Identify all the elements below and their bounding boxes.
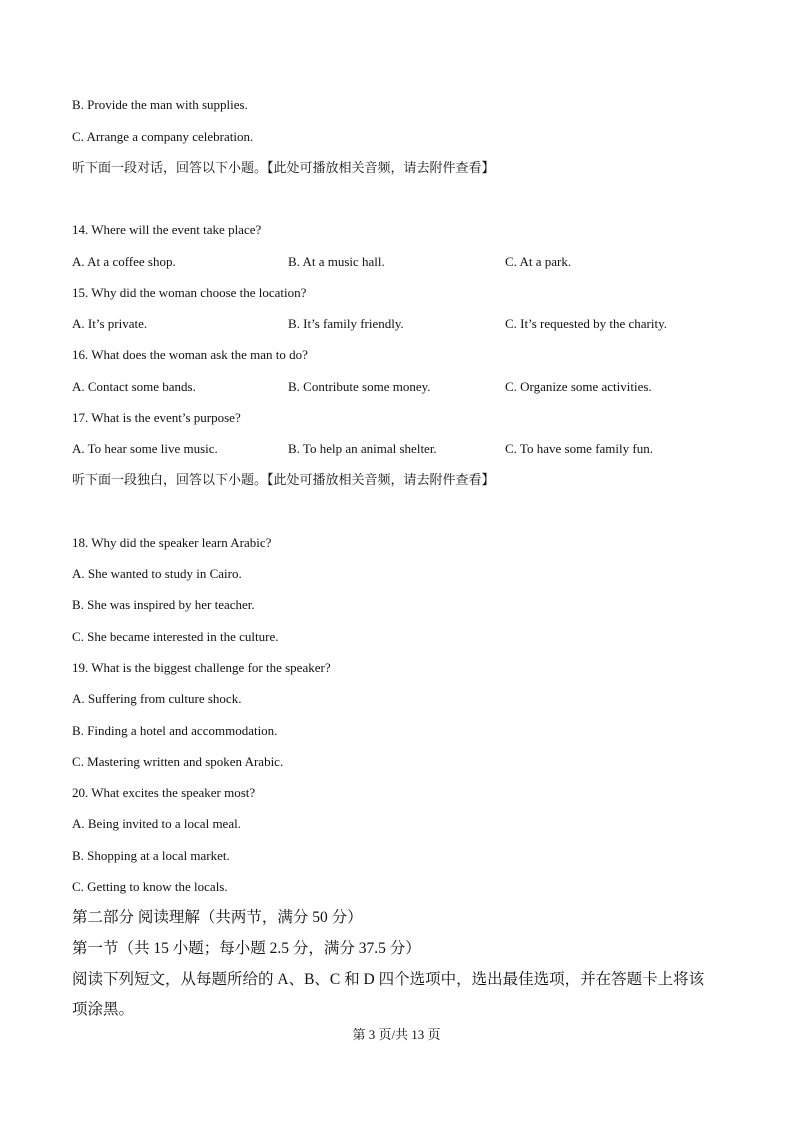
q17-option-b: B. To help an animal shelter. [288,441,437,456]
dialog-instruction: 听下面一段对话，回答以下小题。【此处可播放相关音频，请去附件查看】 [72,160,495,175]
q15-option-a: A. It’s private. [72,316,148,331]
q16-stem: 16. What does the woman ask the man to do? [72,347,308,362]
reading-instruction-line2: 项涂黑。 [72,1001,135,1018]
q20-option-c: C. Getting to know the locals. [72,879,228,894]
q19-option-b: B. Finding a hotel and accommodation. [72,723,278,738]
q14-option-b: B. At a music hall. [288,254,385,269]
part2-title: 第二部分 阅读理解（共两节，满分 50 分） [72,909,363,926]
q18-option-a: A. She wanted to study in Cairo. [72,566,242,581]
q16-option-a: A. Contact some bands. [72,379,196,394]
q15-option-c: C. It’s requested by the charity. [505,316,667,331]
q17-option-c: C. To have some family fun. [505,441,653,456]
q17-stem: 17. What is the event’s purpose? [72,410,241,425]
q19-option-a: A. Suffering from culture shock. [72,691,242,706]
q19-option-c: C. Mastering written and spoken Arabic. [72,754,284,769]
q13-option-c: C. Arrange a company celebration. [72,129,254,144]
q14-stem: 14. Where will the event take place? [72,222,262,237]
q16-option-c: C. Organize some activities. [505,379,652,394]
q19-stem: 19. What is the biggest challenge for the speaker? [72,660,331,675]
monologue-instruction: 听下面一段独白，回答以下小题。【此处可播放相关音频，请去附件查看】 [72,472,495,487]
q20-stem: 20. What excites the speaker most? [72,785,256,800]
section1-title: 第一节（共 15 小题；每小题 2.5 分，满分 37.5 分） [72,940,421,957]
reading-instruction-line1: 阅读下列短文，从每题所给的 A、B、C 和 D 四个选项中，选出最佳选项，并在答题卡上将该 [72,971,705,988]
q20-option-a: A. Being invited to a local meal. [72,816,241,831]
q18-option-c: C. She became interested in the culture. [72,629,279,644]
q16-option-b: B. Contribute some money. [288,379,431,394]
page-footer: 第 3 页/共 13 页 [352,1027,441,1042]
q18-stem: 18. Why did the speaker learn Arabic? [72,535,272,550]
q14-option-a: A. At a coffee shop. [72,254,176,269]
q18-option-b: B. She was inspired by her teacher. [72,597,255,612]
q13-option-b: B. Provide the man with supplies. [72,97,248,112]
q15-stem: 15. Why did the woman choose the location? [72,285,307,300]
q20-option-b: B. Shopping at a local market. [72,848,230,863]
q15-option-b: B. It’s family friendly. [288,316,404,331]
q17-option-a: A. To hear some live music. [72,441,218,456]
q14-option-c: C. At a park. [505,254,572,269]
